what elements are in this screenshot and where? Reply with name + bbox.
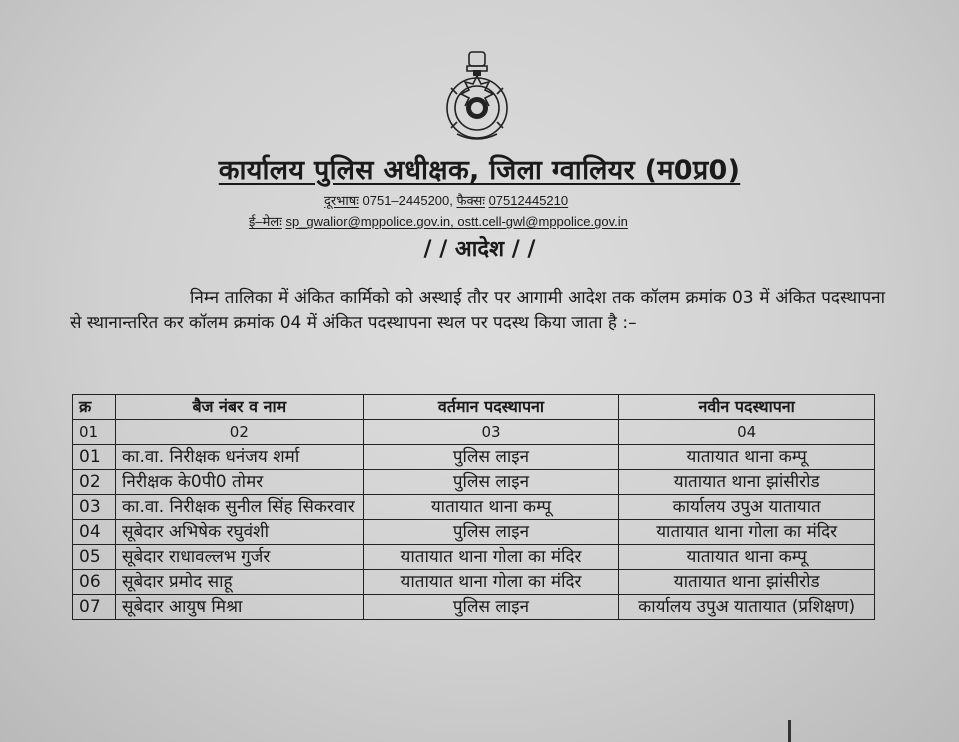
row-new: यातायात थाना कम्पू: [619, 545, 875, 570]
row-name: सूबेदार राधावल्लभ गुर्जर: [115, 545, 363, 570]
colnum-3: 03: [363, 420, 619, 445]
row-current: पुलिस लाइन: [363, 595, 619, 620]
table-header-row: [73, 395, 875, 420]
fax-number: 07512445210: [488, 193, 569, 208]
table-row: [73, 545, 875, 570]
police-emblem-icon: [437, 48, 517, 143]
column-number-row: [73, 420, 875, 445]
row-serial: 03: [73, 495, 116, 520]
order-body-text: निम्न तालिका में अंकित कार्मिको को अस्थाई तौर पर आगामी आदेश तक कॉलम क्रमांक 03 में अंकित पदस्थापना से स्थानान्तरित कर कॉलम क्रमांक 04 में अंकित पदस्थापना स्थल पर पदस्थ किया जाता है :–: [70, 288, 885, 333]
header-name: बैज नंबर व नाम: [115, 395, 363, 420]
row-current: पुलिस लाइन: [363, 470, 619, 495]
row-name: सूबेदार प्रमोद साहू: [115, 570, 363, 595]
table-row: [73, 445, 875, 470]
pen-mark: [788, 720, 791, 742]
row-current: पुलिस लाइन: [363, 520, 619, 545]
table-row: [73, 495, 875, 520]
email-addresses: sp_gwalior@mppolice.gov.in, ostt.cell-gwl@mppolice.gov.in: [285, 214, 628, 229]
office-title: कार्यालय पुलिस अधीक्षक, जिला ग्वालियर (म0प्र0): [218, 155, 741, 186]
row-new: यातायात थाना झांसीरोड: [619, 470, 875, 495]
colnum-2: 02: [115, 420, 363, 445]
colnum-1: 01: [73, 420, 116, 445]
row-new: यातायात थाना कम्पू: [619, 445, 875, 470]
contact-phone-line: [324, 191, 568, 209]
table-row: [73, 570, 875, 595]
table-row: [73, 520, 875, 545]
row-name: सूबेदार आयुष मिश्रा: [115, 595, 363, 620]
header-current-posting: वर्तमान पदस्थापना: [363, 395, 619, 420]
row-name: का.वा. निरीक्षक सुनील सिंह सिकरवार: [115, 495, 363, 520]
row-serial: 02: [73, 470, 116, 495]
row-serial: 06: [73, 570, 116, 595]
row-name: निरीक्षक के0पी0 तोमर: [115, 470, 363, 495]
row-new: यातायात थाना झांसीरोड: [619, 570, 875, 595]
email-label: ई–मेलः: [249, 214, 282, 229]
header-serial: क्र: [73, 395, 116, 420]
phone-label: दूरभाषः: [324, 193, 359, 208]
contact-email-line: [249, 212, 628, 230]
header-new-posting: नवीन पदस्थापना: [619, 395, 875, 420]
row-current: यातायात थाना गोला का मंदिर: [363, 545, 619, 570]
row-current: पुलिस लाइन: [363, 445, 619, 470]
row-new: कार्यालय उपुअ यातायात: [619, 495, 875, 520]
row-name: सूबेदार अभिषेक रघुवंशी: [115, 520, 363, 545]
row-serial: 01: [73, 445, 116, 470]
row-serial: 04: [73, 520, 116, 545]
table-row: [73, 595, 875, 620]
row-serial: 05: [73, 545, 116, 570]
fax-label: फैक्सः: [456, 193, 485, 208]
phone-number: 0751–2445200,: [362, 193, 453, 208]
row-serial: 07: [73, 595, 116, 620]
row-current: यातायात थाना कम्पू: [363, 495, 619, 520]
colnum-4: 04: [619, 420, 875, 445]
order-heading: / / आदेश / /: [423, 237, 536, 262]
row-new: कार्यालय उपुअ यातायात (प्रशिक्षण): [619, 595, 875, 620]
transfer-table: [72, 394, 875, 620]
order-body-paragraph: [70, 286, 885, 336]
row-name: का.वा. निरीक्षक धनंजय शर्मा: [115, 445, 363, 470]
row-current: यातायात थाना गोला का मंदिर: [363, 570, 619, 595]
row-new: यातायात थाना गोला का मंदिर: [619, 520, 875, 545]
table-row: [73, 470, 875, 495]
